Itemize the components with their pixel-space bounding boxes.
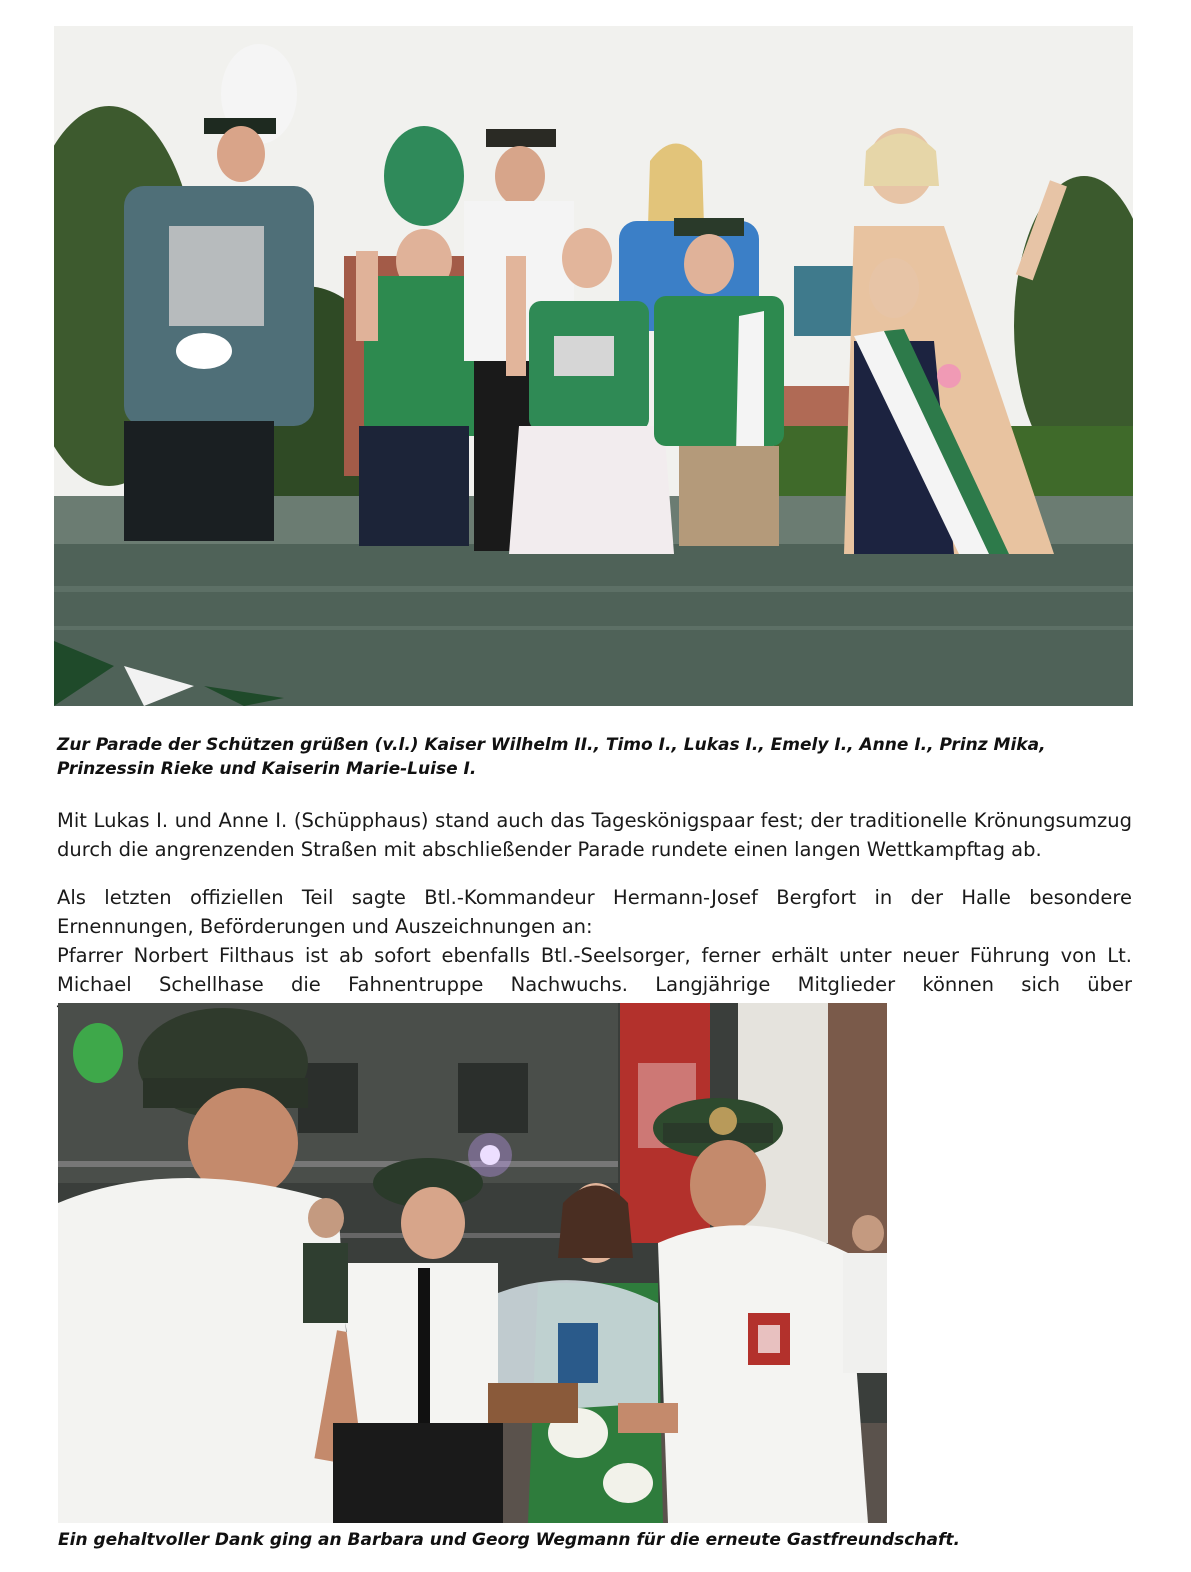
parade-photo bbox=[54, 26, 1133, 706]
photo-caption-parade: Zur Parade der Schützen grüßen (v.l.) Kaiser Wilhelm II., Timo I., Lukas I., Emely I., Anne I., Prinz Mika, Prinzessin Rieke und Kaiserin Marie-Luise I. bbox=[57, 735, 1046, 779]
photo-caption-thanks: Ein gehaltvoller Dank ging an Barbara und Georg Wegmann für die erneute Gastfreundschaft. bbox=[58, 1530, 960, 1550]
paragraph-ernennungen: Als letzten offiziellen Teil sagte Btl.-Kommandeur Hermann-Josef Bergfort in der Halle besondere Ernennungen, Beförderungen und Auszeichnungen an: bbox=[57, 886, 1132, 938]
paragraph-befoerderungen: Pfarrer Norbert Filthaus ist ab sofort ebenfalls Btl.-Seelsorger, ferner erhält unter neuer Führung von Lt. Michael Schellhase die Fahnentruppe Nachwuchs. Langjährige Mitglieder können sich über bbox=[57, 944, 1132, 996]
paragraph-tageskoenigspaar: Mit Lukas I. und Anne I. (Schüpphaus) stand auch das Tageskönigspaar fest; der traditionelle Krönungsumzug durch die angrenzenden Straßen mit abschließender Parade rundete einen langen Wettkampftag ab. bbox=[57, 809, 1132, 861]
hall-ceremony-photo bbox=[58, 1003, 887, 1523]
